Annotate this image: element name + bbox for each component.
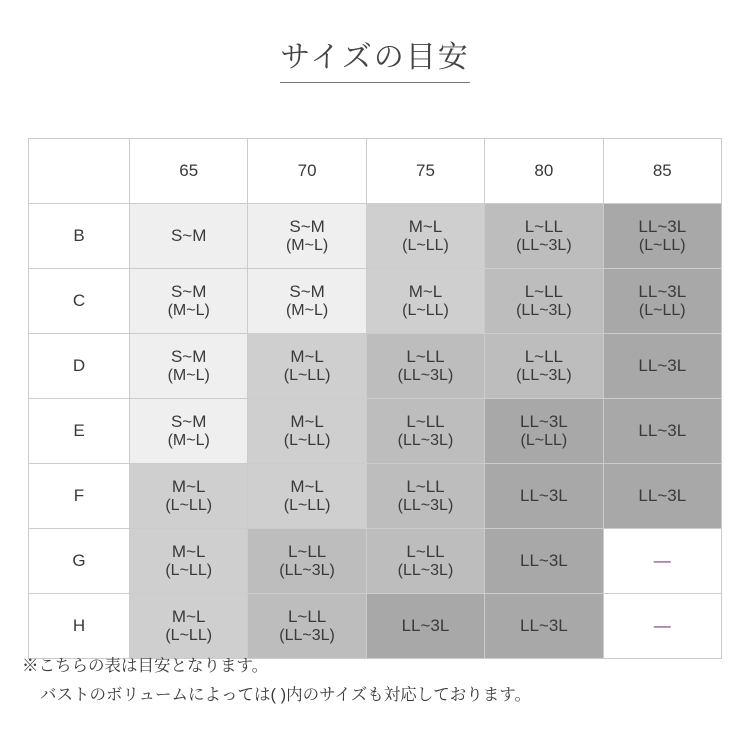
cell-f-75 [366, 464, 484, 529]
cell-d-75 [366, 334, 484, 399]
note-line-1: ※こちらの表は目安となります。 [22, 657, 269, 675]
cell-main-text: S~M [170, 282, 207, 302]
cell-main-text: S~M [170, 226, 207, 246]
cell-main-text: LL~3L [638, 282, 687, 302]
cell-main-text: L~LL [406, 347, 445, 367]
cell-h-80 [485, 594, 603, 659]
cell-main-text: M~L [171, 477, 206, 497]
cell-d-65 [130, 334, 248, 399]
cell-sub-text: (M~L) [285, 236, 329, 254]
cell-main-text: L~LL [524, 217, 564, 237]
table-header [29, 139, 722, 204]
column-header-70: 70 [248, 139, 366, 204]
cell-e-65 [130, 399, 248, 464]
table-row [29, 594, 722, 659]
cell-sub-text: (LL~3L) [279, 626, 335, 644]
cell-main-text: M~L [290, 477, 324, 497]
cell-main-text: LL~3L [638, 217, 687, 237]
cell-d-85 [603, 334, 721, 399]
cell-main-text: S~M [289, 217, 325, 237]
cell-sub-text: (L~LL) [402, 236, 449, 254]
cell-sub-text: (LL~3L) [397, 431, 454, 449]
cell-sub-text: (L~LL) [520, 431, 568, 449]
cell-c-65 [130, 269, 248, 334]
cell-c-75 [366, 269, 484, 334]
column-header-85: 85 [603, 139, 721, 204]
note-line-2: バストのボリュームによっては( )内のサイズも対応しております。 [40, 685, 531, 704]
column-header-75: 75 [366, 139, 484, 204]
cell-main-text: L~LL [406, 542, 445, 562]
cell-sub-text: (L~LL) [402, 301, 449, 319]
cell-main-text: M~L [290, 412, 324, 432]
cell-main-text: — [653, 551, 671, 571]
cell-e-80 [485, 399, 603, 464]
row-header-c: C [29, 269, 130, 334]
cell-main-text: LL~3L [638, 421, 687, 441]
cell-b-75 [366, 204, 484, 269]
size-table [28, 138, 722, 659]
cell-g-65 [130, 529, 248, 594]
cell-sub-text: (L~LL) [165, 626, 213, 644]
cell-main-text: L~LL [524, 282, 564, 302]
cell-e-70 [248, 399, 366, 464]
cell-e-75 [366, 399, 484, 464]
cell-main-text: L~LL [406, 477, 445, 497]
page-title [0, 0, 750, 83]
page-title-text: サイズの目安 [280, 32, 470, 83]
cell-sub-text: (M~L) [167, 431, 210, 449]
cell-g-70 [248, 529, 366, 594]
cell-sub-text: (M~L) [167, 366, 210, 384]
size-table-wrapper [28, 138, 722, 659]
table-header-row [29, 139, 722, 204]
cell-main-text: M~L [171, 542, 206, 562]
cell-sub-text: (LL~3L) [397, 496, 454, 514]
cell-sub-text: (L~LL) [283, 496, 331, 514]
cell-g-75 [366, 529, 484, 594]
cell-f-70 [248, 464, 366, 529]
cell-main-text: S~M [289, 282, 325, 302]
table-row [29, 529, 722, 594]
cell-main-text: S~M [170, 347, 207, 367]
cell-b-85 [603, 204, 721, 269]
cell-sub-text: (L~LL) [638, 301, 686, 319]
cell-d-80 [485, 334, 603, 399]
cell-sub-text: (LL~3L) [397, 561, 454, 579]
cell-sub-text: (LL~3L) [516, 366, 572, 384]
cell-c-70 [248, 269, 366, 334]
cell-c-80 [485, 269, 603, 334]
cell-sub-text: (LL~3L) [516, 236, 572, 254]
cell-b-65 [130, 204, 248, 269]
row-header-g: G [29, 529, 130, 594]
notes-block [22, 652, 732, 710]
table-corner-cell [29, 139, 130, 204]
cell-main-text: L~LL [406, 412, 445, 432]
cell-d-70 [248, 334, 366, 399]
table-row [29, 334, 722, 399]
cell-main-text: LL~3L [519, 412, 568, 432]
cell-main-text: LL~3L [519, 551, 568, 571]
cell-sub-text: (LL~3L) [397, 366, 454, 384]
cell-h-75 [366, 594, 484, 659]
cell-h-85 [603, 594, 721, 659]
cell-h-70 [248, 594, 366, 659]
cell-main-text: LL~3L [519, 616, 568, 636]
cell-main-text: — [653, 616, 671, 636]
cell-sub-text: (M~L) [167, 301, 210, 319]
cell-h-65 [130, 594, 248, 659]
cell-b-80 [485, 204, 603, 269]
column-header-80: 80 [485, 139, 603, 204]
cell-main-text: LL~3L [401, 616, 450, 636]
table-row [29, 269, 722, 334]
cell-sub-text: (L~LL) [638, 236, 686, 254]
cell-e-85 [603, 399, 721, 464]
row-header-d: D [29, 334, 130, 399]
cell-main-text: S~M [170, 412, 207, 432]
cell-main-text: L~LL [287, 542, 327, 562]
table-row [29, 204, 722, 269]
cell-sub-text: (L~LL) [165, 496, 213, 514]
cell-g-80 [485, 529, 603, 594]
cell-sub-text: (LL~3L) [516, 301, 572, 319]
table-row [29, 464, 722, 529]
cell-main-text: M~L [408, 282, 443, 302]
cell-main-text: LL~3L [638, 486, 687, 506]
column-header-65: 65 [130, 139, 248, 204]
cell-sub-text: (L~LL) [165, 561, 213, 579]
cell-sub-text: (L~LL) [283, 431, 331, 449]
cell-main-text: M~L [171, 607, 206, 627]
row-header-b: B [29, 204, 130, 269]
cell-sub-text: (M~L) [285, 301, 329, 319]
cell-f-65 [130, 464, 248, 529]
cell-b-70 [248, 204, 366, 269]
cell-main-text: LL~3L [638, 356, 687, 376]
cell-main-text: L~LL [287, 607, 327, 627]
table-row [29, 399, 722, 464]
cell-c-85 [603, 269, 721, 334]
cell-f-85 [603, 464, 721, 529]
table-body [29, 204, 722, 659]
cell-sub-text: (L~LL) [283, 366, 331, 384]
row-header-h: H [29, 594, 130, 659]
cell-main-text: M~L [290, 347, 324, 367]
cell-main-text: M~L [408, 217, 443, 237]
row-header-f: F [29, 464, 130, 529]
cell-g-85 [603, 529, 721, 594]
row-header-e: E [29, 399, 130, 464]
cell-sub-text: (LL~3L) [279, 561, 335, 579]
cell-f-80 [485, 464, 603, 529]
cell-main-text: LL~3L [519, 486, 568, 506]
cell-main-text: L~LL [524, 347, 564, 367]
